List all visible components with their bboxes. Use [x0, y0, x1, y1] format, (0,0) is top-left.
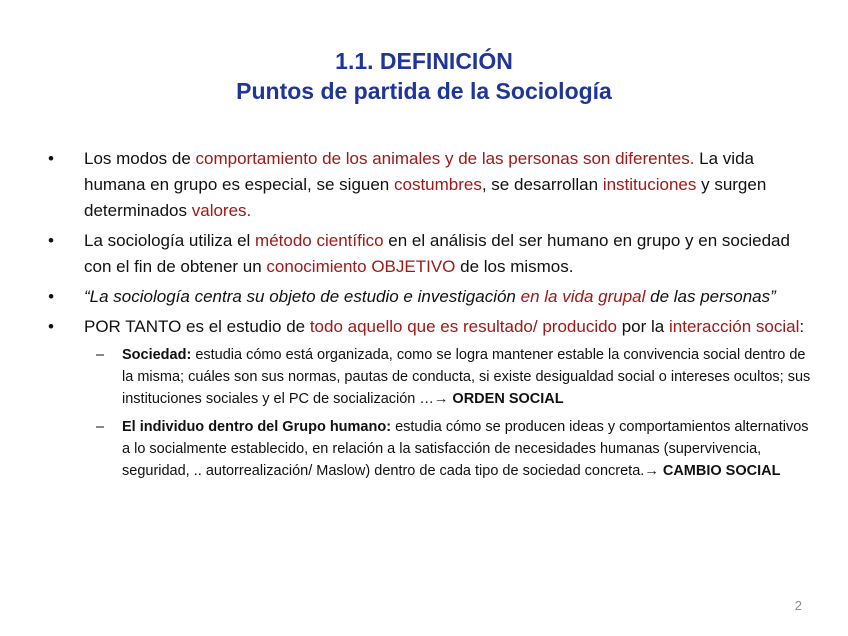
sub-item-text: estudia cómo se producen ideas y comportamientos alternativos a lo socialmente establecido, en relación a la satisfacción de necesidades humanas (supervivencia, seguridad, .. autorrealización/ Maslow) dentro de cada tipo de sociedad concreta.	[122, 419, 809, 479]
bullet-text: La vida humana en grupo es especial, se siguen	[84, 149, 754, 194]
bullet-list	[44, 146, 814, 488]
bullet-text: Los modos de	[84, 149, 196, 168]
highlight-text: en la vida grupal	[520, 287, 646, 306]
highlight-text: todo aquello que es resultado/ producido	[309, 317, 617, 336]
highlight-text: costumbres	[393, 175, 482, 194]
bullet-marker: •	[48, 231, 54, 250]
title-heading: 1.1. DEFINICIÓN	[335, 48, 513, 74]
bullet-text: La sociología utiliza el	[84, 231, 256, 250]
bullet-marker: •	[48, 287, 54, 306]
bullet-item-quote	[44, 284, 814, 310]
highlight-text: comportamiento de los animales y de las personas son diferentes.	[195, 149, 695, 168]
bullet-text: , se desarrollan	[481, 175, 603, 194]
highlight-text: método científico	[255, 231, 384, 250]
sub-item-heading: El individuo dentro del Grupo humano:	[122, 419, 392, 435]
sub-list	[84, 344, 814, 482]
arrow-right-icon: →	[644, 463, 659, 479]
sub-item-individual	[84, 416, 814, 482]
bullet-text: :	[799, 317, 805, 336]
bullet-text: “La sociología centra su objeto de estudio e investigación	[84, 287, 521, 306]
dash-marker: –	[96, 419, 105, 435]
bullet-text: y surgen determinados	[84, 175, 767, 220]
bullet-text: POR TANTO es el estudio de	[84, 317, 310, 336]
bullet-text: por la	[617, 317, 669, 336]
slide-title	[0, 46, 848, 106]
bullet-text: de los mismos.	[455, 257, 574, 276]
highlight-text: OBJETIVO	[366, 257, 456, 276]
title-subheading: Puntos de partida de la Sociología	[236, 78, 612, 104]
bullet-item-method	[44, 228, 814, 280]
sub-item-result: ORDEN SOCIAL	[448, 391, 564, 407]
bullet-marker: •	[48, 149, 54, 168]
highlight-text: instituciones	[602, 175, 697, 194]
page-number: 2	[794, 598, 802, 613]
dash-marker: –	[96, 347, 105, 363]
sub-item-heading: Sociedad:	[122, 347, 192, 363]
bullet-marker: •	[48, 317, 54, 336]
highlight-text: interacción social	[668, 317, 800, 336]
bullet-text: de las personas”	[645, 287, 776, 306]
highlight-text: conocimiento	[266, 257, 367, 276]
sub-item-result: CAMBIO SOCIAL	[658, 463, 781, 479]
highlight-text: valores.	[191, 201, 252, 220]
bullet-item-therefore	[44, 314, 814, 482]
sub-item-text: estudia cómo está organizada, como se logra mantener estable la convivencia social dentro de la misma; cuáles son sus normas, pautas de conducta, si existe desigualdad social o intereses ocultos; sus instituciones sociales y el PC de socialización …	[122, 347, 811, 407]
arrow-right-icon: →	[433, 391, 449, 407]
bullet-item-animals	[44, 146, 814, 224]
sub-item-society	[84, 344, 814, 410]
bullet-text: en el análisis del ser humano en grupo y en sociedad con el fin de obtener un	[84, 231, 790, 276]
